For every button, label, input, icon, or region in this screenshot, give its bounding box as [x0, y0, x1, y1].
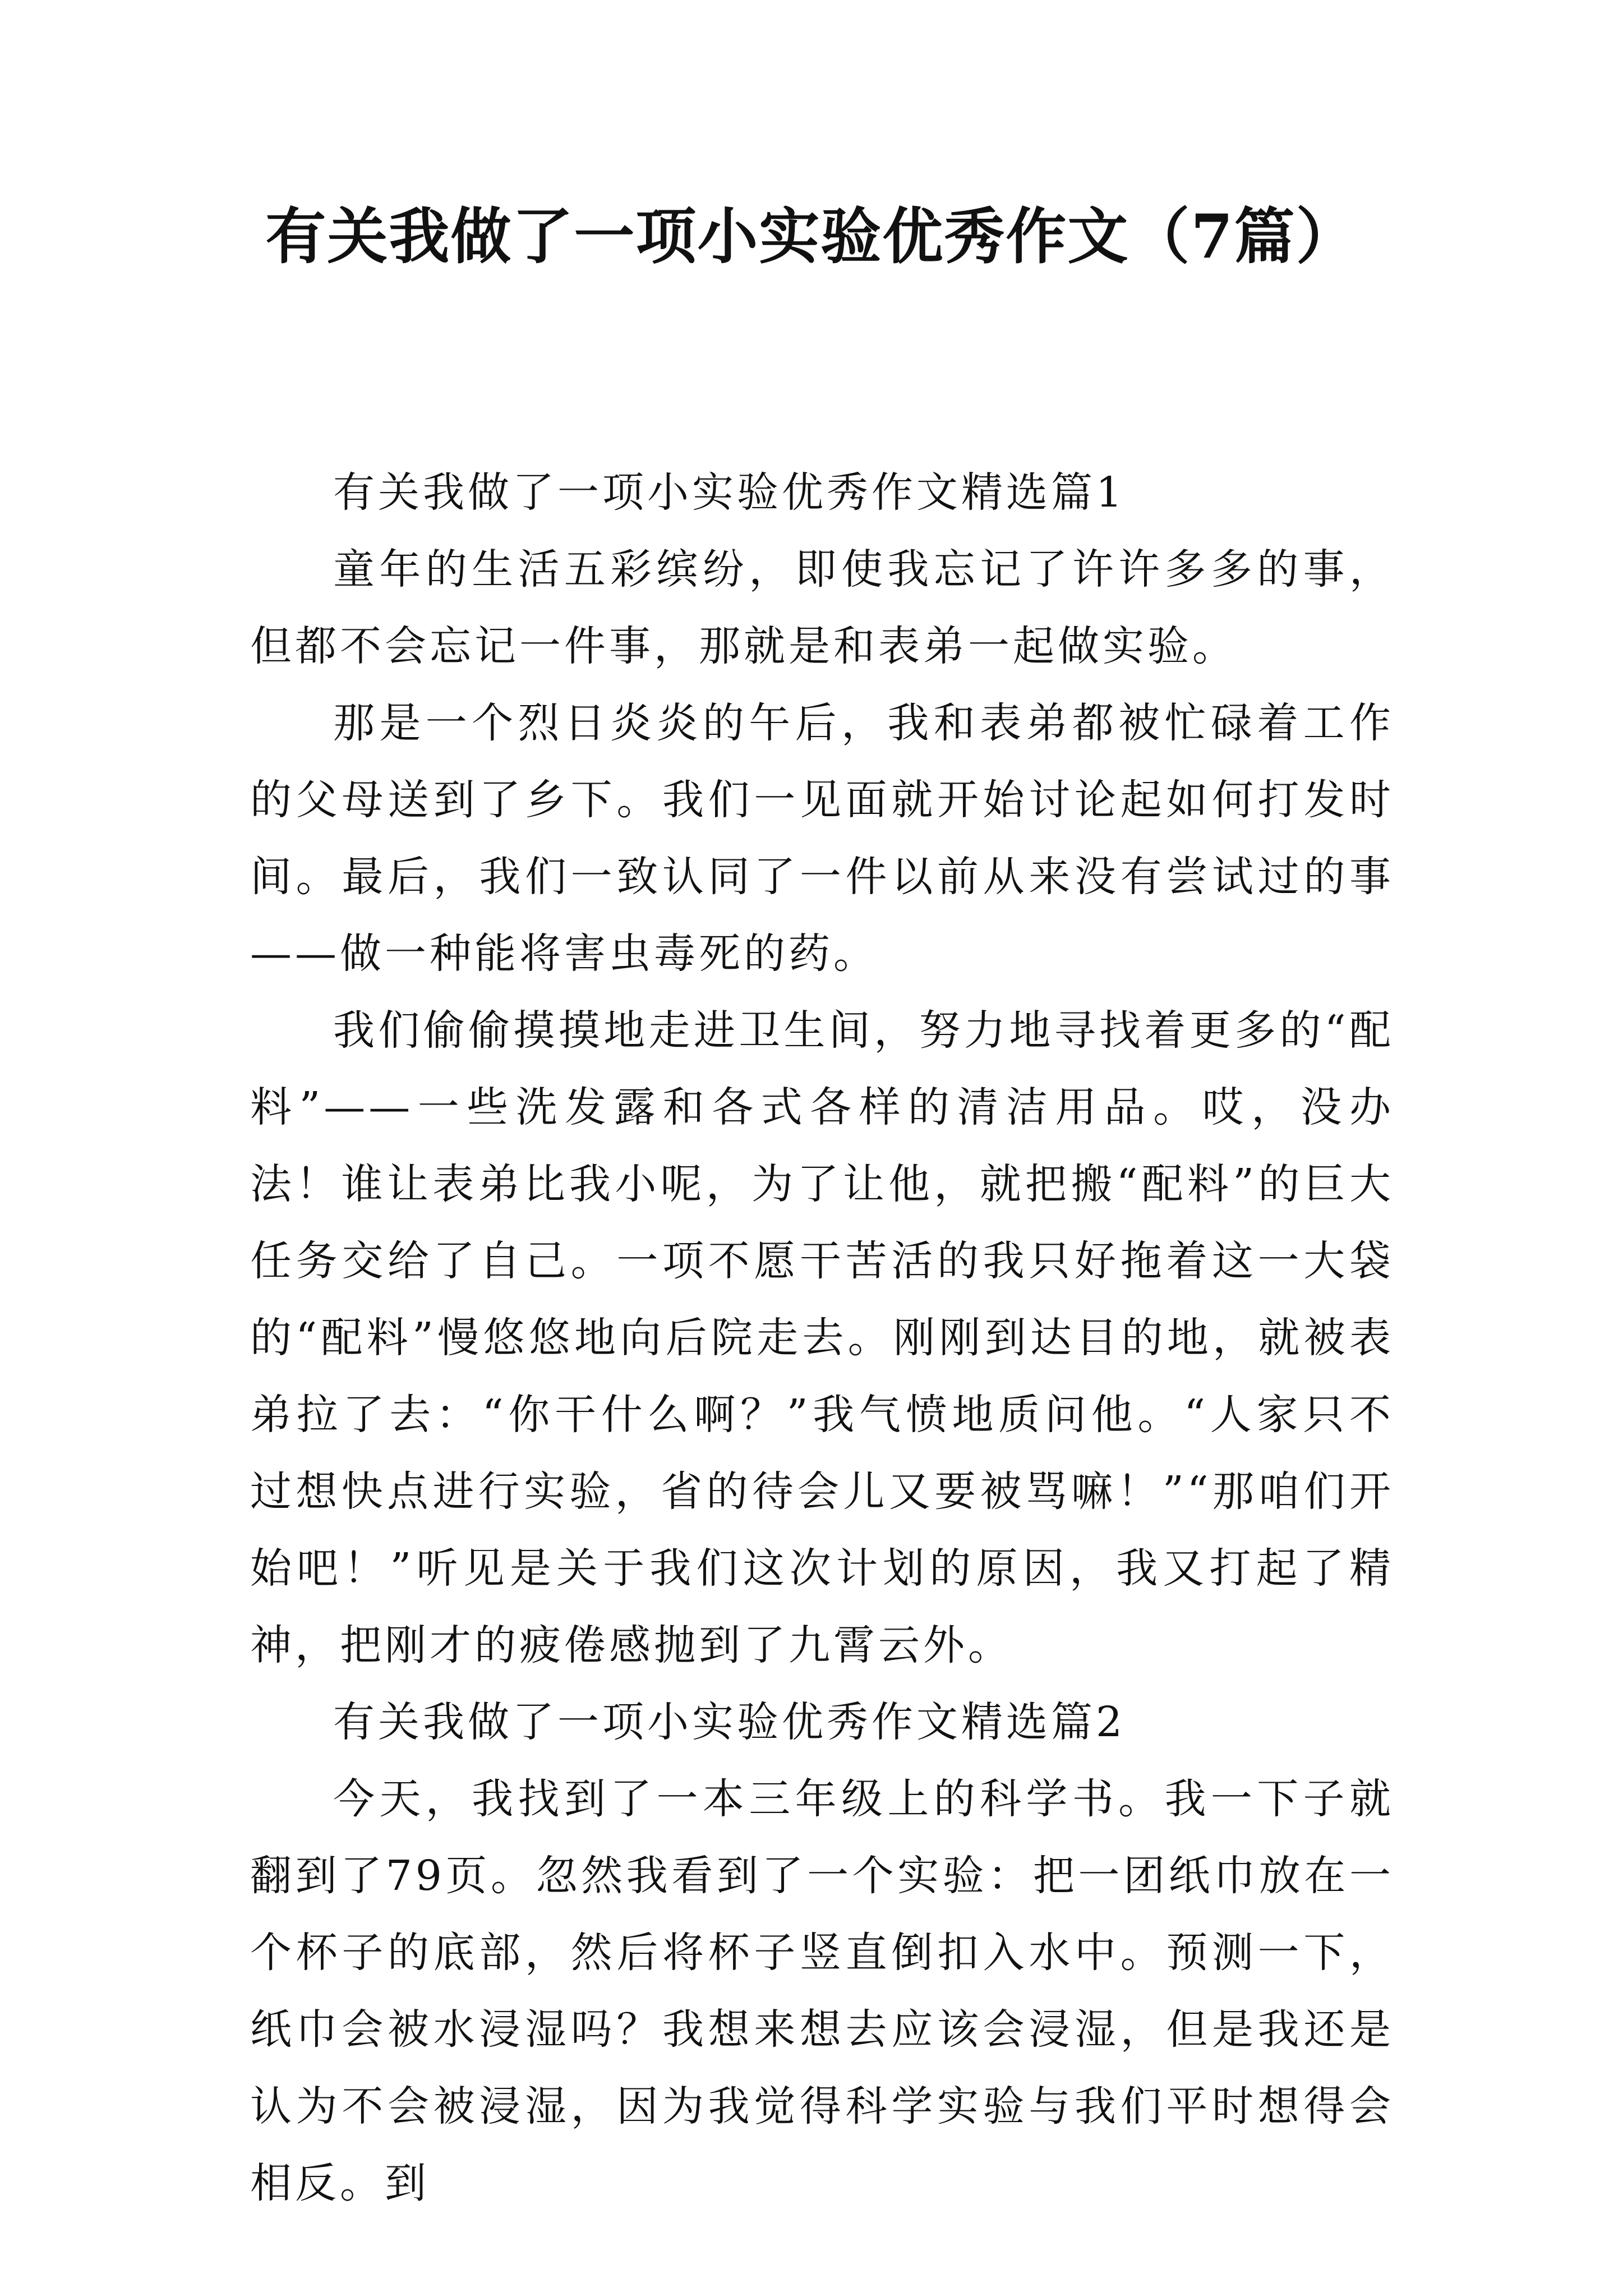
paragraph: 今天，我找到了一本三年级上的科学书。我一下子就翻到了79页。忽然我看到了一个实验：把一团纸巾放在一个杯子的底部，然后将杯子竖直倒扣入水中。预测一下，纸巾会被水浸湿吗？我想来想去应该会浸湿，但是我还是认为不会被浸湿，因为我觉得科学实验与我们平时想得会相反。到 [250, 1775, 1394, 2207]
section-heading-2: 有关我做了一项小实验优秀作文精选篇2 [333, 1698, 1126, 1746]
document-title: 有关我做了一项小实验优秀作文（7篇） [265, 201, 1358, 272]
paragraph: 我们偷偷摸摸地走进卫生间，努力地寻找着更多的“配料”——一些洗发露和各式各样的清洁用品。哎，没办法！谁让表弟比我小呢，为了让他，就把搬“配料”的巨大任务交给了自己。一项不愿干苦活的我只好拖着这一大袋的“配料”慢悠悠地向后院走去。刚刚到达目的地，就被表弟拉了去：“你干什么啊？”我气愤地质问他。“人家只不过想快点进行实验，省的待会儿又要被骂嘛！”“那咱们开始吧！”听见是关于我们这次计划的原因，我又打起了精神，把刚才的疲倦感抛到了九霄云外。 [250, 1006, 1394, 1669]
paragraph: 那是一个烈日炎炎的午后，我和表弟都被忙碌着工作的父母送到了乡下。我们一见面就开始讨论起如何打发时间。最后，我们一致认同了一件以前从来没有尝试过的事——做一种能将害虫毒死的药。 [250, 699, 1394, 978]
paragraph: 童年的生活五彩缤纷，即使我忘记了许许多多的事，但都不会忘记一件事，那就是和表弟一起做实验。 [250, 545, 1394, 670]
section-heading-1: 有关我做了一项小实验优秀作文精选篇1 [333, 468, 1126, 517]
document-body [250, 454, 1394, 2222]
